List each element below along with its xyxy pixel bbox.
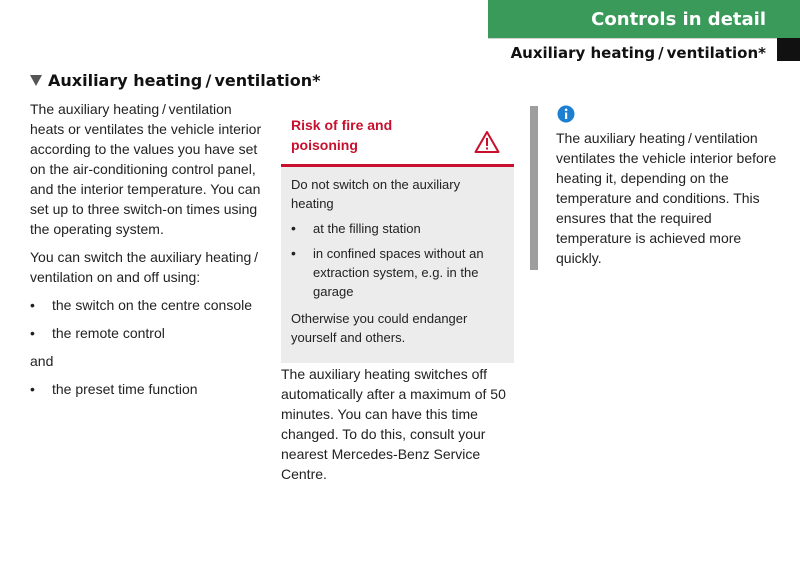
switch-methods-list-2 bbox=[30, 379, 266, 399]
switch-methods-list bbox=[30, 295, 266, 343]
info-sidebar bbox=[530, 106, 538, 270]
switch-paragraph: You can switch the auxiliary heating / ventilation on and off using: bbox=[30, 249, 261, 285]
warning-body bbox=[281, 167, 514, 363]
warning-header bbox=[281, 108, 514, 167]
warning-intro: Do not switch on the auxiliary heating bbox=[291, 177, 461, 211]
connector-text: and bbox=[30, 353, 54, 369]
list-item: • in confined spaces without an extraction system, e.g. in the garage bbox=[291, 244, 504, 301]
list-item: • the switch on the centre console bbox=[30, 295, 266, 315]
info-column bbox=[556, 128, 778, 276]
page-tab-marker bbox=[777, 38, 800, 61]
chapter-header bbox=[488, 0, 800, 38]
warning-title: Risk of fire and poisoning bbox=[291, 117, 393, 153]
warning-outro: Otherwise you could endanger yourself and others. bbox=[291, 311, 468, 345]
warning-triangle-icon bbox=[474, 130, 500, 154]
left-column bbox=[30, 99, 266, 407]
middle-column-text bbox=[281, 364, 517, 492]
list-item: • the preset time function bbox=[30, 379, 266, 399]
intro-paragraph: The auxiliary heating / ventilation heats or ventilates the vehicle interior according to the values you have set on the air-conditioning control panel, and the interior temperature. You can set up to three switch-on times using the operating system. bbox=[30, 101, 262, 237]
section-header: Auxiliary heating / ventilation* bbox=[510, 44, 766, 62]
triangle-down-icon bbox=[30, 75, 42, 86]
header-divider bbox=[488, 38, 800, 39]
warning-box bbox=[281, 108, 514, 363]
section-title-text: Auxiliary heating / ventilation* bbox=[48, 71, 321, 90]
list-item: • at the filling station bbox=[291, 219, 504, 238]
warning-list bbox=[291, 219, 504, 301]
chapter-title: Controls in detail bbox=[591, 8, 766, 30]
info-icon bbox=[557, 105, 575, 123]
list-item: • the remote control bbox=[30, 323, 266, 343]
section-title bbox=[30, 71, 320, 90]
info-paragraph: The auxiliary heating / ventilation ventilates the vehicle interior before heating it, depending on the temperature and conditions. This ensures that the required temperature is achieved more quickly. bbox=[556, 130, 777, 266]
timeout-paragraph: The auxiliary heating switches off automatically after a maximum of 50 minutes. You can have this time changed. To do this, consult your nearest Mercedes-Benz Service Centre. bbox=[281, 366, 506, 482]
